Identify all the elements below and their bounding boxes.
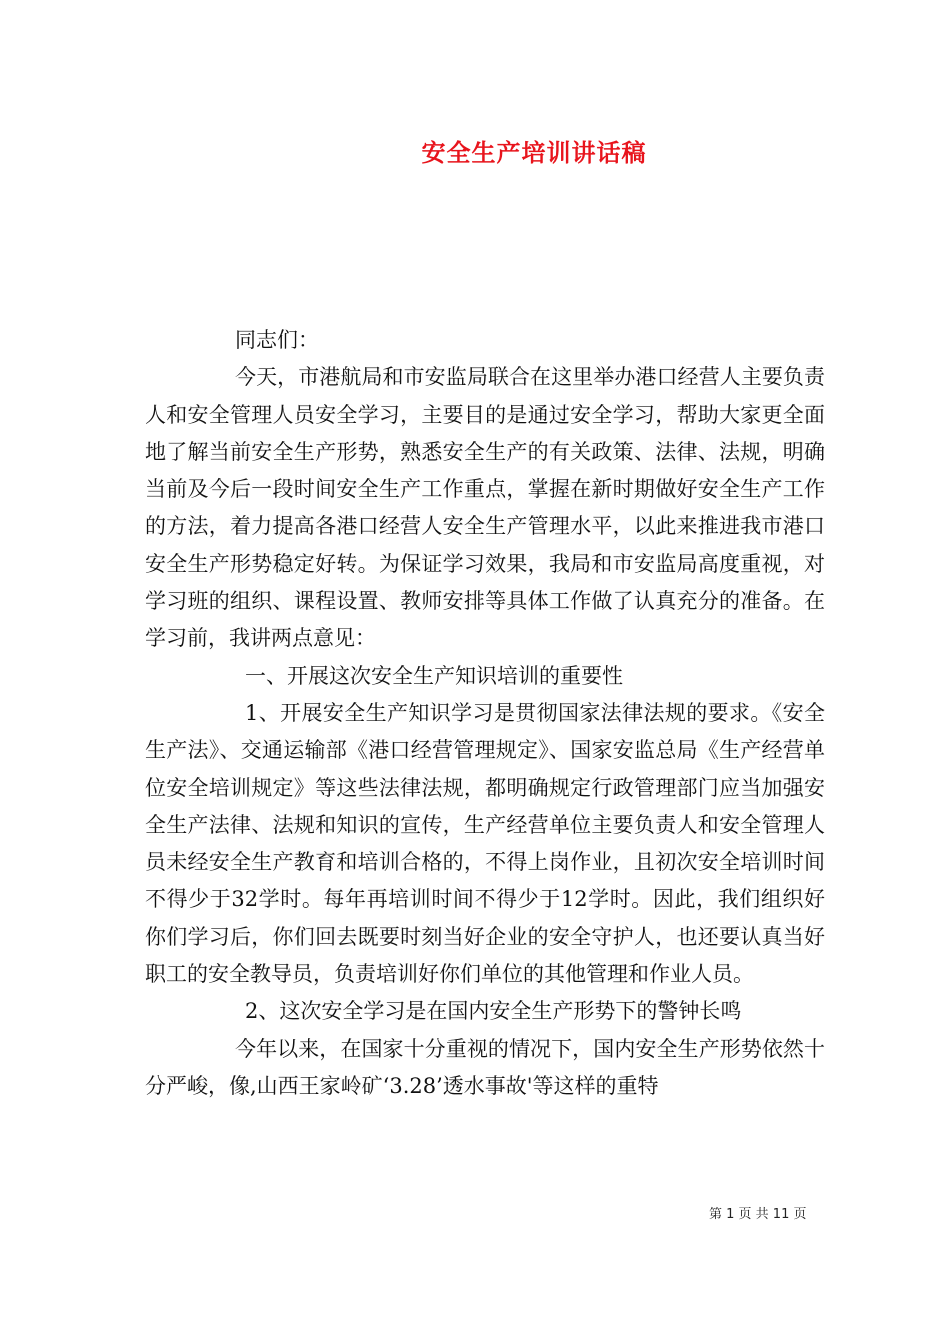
section-heading-1: 一、开展这次安全生产知识培训的重要性 [245,663,623,688]
page-number: 第 1 页 共 11 页 [709,1207,807,1222]
paragraph-point-2-heading: 2、这次安全学习是在国内安全生产形势下的警钟长鸣 [245,999,742,1024]
paragraph-point-1: 1、开展安全生产知识学习是贯彻国家法律法规的要求。《安全生产法》、交通运输部《港口经营管理规定》、国家安监总局《生产经营单位安全培训规定》等这些法律法规，都明确规定行政管理部门应当加强安全生产法律、法规和知识的宣传，生产经营单位主要负责人和安全管理人员未经安全生产教育和培训合格的，不得上岗作业，且初次安全培训时间不得少于32学时。每年再培训时间不得少于12学时。因此，我们组织好你们学习后，你们回去既要时刻当好企业的安全守护人，也还要认真当好职工的安全教导员，负责培训好你们单位的其他管理和作业人员。 [145,700,825,987]
document-body [145,322,825,1105]
paragraph-intro: 今天，市港航局和市安监局联合在这里举办港口经营人主要负责人和安全管理人员安全学习，主要目的是通过安全学习，帮助大家更全面地了解当前安全生产形势，熟悉安全生产的有关政策、法律、法规，明确当前及今后一段时间安全生产工作重点，掌握在新时期做好安全生产工作的方法，着力提高各港口经营人安全生产管理水平，以此来推进我市港口安全生产形势稳定好转。为保证学习效果，我局和市安监局高度重视，对学习班的组织、课程设置、教师安排等具体工作做了认真充分的准备。在学习前，我讲两点意见： [145,365,825,651]
greeting: 同志们： [235,328,319,352]
document-title: 安全生产培训讲话稿 [421,138,647,167]
paragraph-situation: 今年以来，在国家十分重视的情况下，国内安全生产形势依然十分严峻，像,山西王家岭矿‘3.28’透水事故'等这样的重特 [145,1036,825,1098]
